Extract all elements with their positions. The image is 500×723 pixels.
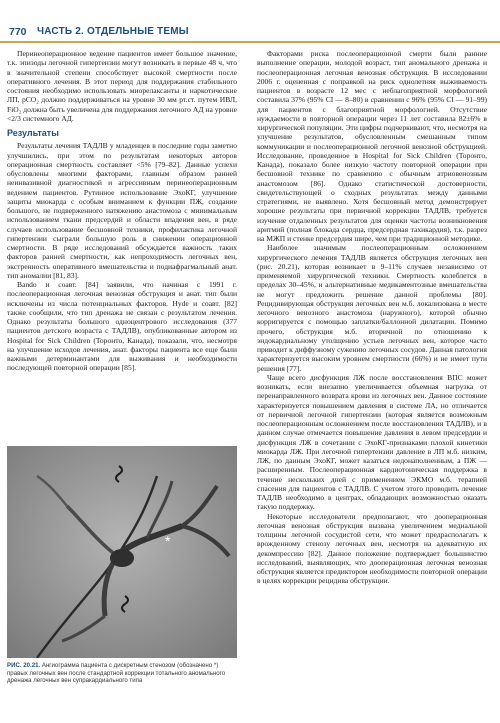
paragraph: Результаты лечения ТАДЛВ у младенцев в последние годы заметно улучшились, при этом по результатам некоторых авторов операционная смертность составляет <5% [79–82]. Данные успехи обусловлены многими факторами, главным образом ранней неинвазивной диагностикой и агрессивным перинеоперационным ведением пациентов. Рутинное использование ЭхоКГ, улучшение защиты миокарда с особым вниманием к функции ПЖ, создание большого, не подверженного натяжению анастомоза с минимальным использованием ткани предсердий и области впадения вен, в ряде случаев использование бесшовной техники, профилактика легочной гипертензии сыграли большую роль в снижении операционной смертности. В ряде исследований обсуждается важность таких факторов ранней смертности, как непроходимость легочных вен, экстренность оперативного вмешательства и подиафрагмальный анат. тип аномалии [81, 83]. — [7, 141, 237, 280]
page-number: 770 — [9, 26, 27, 38]
header-rule — [0, 41, 500, 43]
chapter-title: ЧАСТЬ 2. ОТДЕЛЬНЫЕ ТЕМЫ — [37, 26, 189, 37]
angiogram-image — [7, 446, 237, 658]
paragraph: Bando и соавт. [84] заявили, что начиная с 1991 г. послеоперационная легочная венозная обструкция и анат. тип были исключены из числа потенциальных факторов. Hyde и соавт. [82] также сообщили, что тип дренажа не связан с результатом лечения. Однако результаты большого одноцентрового исследования (377 пациентов детского возраста с ТАДЛВ), опубликованные автором из Hospital for Sick Children (Торонто, Канада), показали, что, несмотря на улучшение исходов лечения, анат. факторы пациента все еще были важными детерминантами для выживания и необходимости последующей повторной операции [85]. — [7, 280, 237, 373]
left-column — [7, 49, 237, 373]
section-title: Результаты — [7, 128, 59, 138]
paragraph: Некоторые исследователи предполагают, что дооперационная легочная венозная обструкция вызвана увеличением медиальной толщины легочной сосудистой сети, что может предрасполагать к врожденному стенозу легочных вен, несмотря на адекватную их декомпрессию [82]. Данное положение подтверждает большинство исследований, выявляющих, что дооперационная легочная венозная обструкция является предиктором необходимости повторной операции в целях коррекции рецидива обструкции. — [257, 511, 487, 586]
paragraph: Перинеоперационное ведение пациентов имеет большое значение, т.к. эпизоды легочной гипертензии могут возникать в первые 48 ч, что в значительной степени способствует высокой смертности после оперативного лечения. В этот период для поддержания стабильного состояния необходимо использовать миорелаксанты и наркотические ЛП, рСО₂ должно поддерживаться на уровне 30 мм рт.ст. путем ИВЛ, FiO₂ должна быть увеличена для поддержания легочного АД на уровне <2/3 системного АД. — [7, 49, 237, 123]
caption-text: Ангиограмма пациента с дискретным стенозом (обозначено *) правых легочных вен после стандартной коррекции тотального аномального дренажа легочных вен супракардиального типа — [7, 662, 226, 685]
caption-label: РИС. 20.21. — [7, 662, 41, 669]
paragraph: Наиболее значимым послеоперационным осложнением хирургического лечения ТАДЛВ является обструкция легочных вен (рис. 20.21), которая возникает в 9–11% случаев независимо от применяемой хирургической техники. Смертность колеблется в пределах 30–45%, и альтернативные медикаментозные вмешательства не могут предложить решение данной проблемы [80]. Рецидивирующая обструкция легочных вен м.б. локализована в месте легочного венозного анастомоза (наружного), которой обычно корригируется с помощью заплатки/баллонной дилатации. Помимо прочего, обструкция м.б. вторичной по отношению к эндокардиальному утолщению устьев легочных вен, которое часто приводит к диффузному сужению легочных сосудов. Данная патология характеризуется высоким уровнем смертности (66%) и не имеет пути решения [77]. — [257, 243, 487, 373]
paragraph: Чаще всего дисфункция ЛЖ после восстановления ВПС может возникать, если внезапно увеличивается объемная нагрузка от перенаправленного возврата крови из легочных вен. Данное состояние характеризуется повышением давления в системе ЛА, но отличается от первичной легочной гипертензии (которая является возможным послеоперационным осложнением после восстановления ТАДЛВ), и в данном случае отмечается повышение давления в левом предсердии и дисфункция ЛЖ в сочетании с ЭхоКГ-признаками плохой кинетики миокарда ЛЖ. При легочной гипертензии давление в ЛП м.б. низким, ЛЖ, по данным ЭхоКГ, может казаться недонаполненным, а ПЖ — расширенным. Послеоперационная кардиотоническая поддержка в течение нескольких дней с применением ЭКМО м.б. терапией спасения для пациентов с ТАДЛВ. С учетом этого проводить лечение ТАДЛВ необходимо в центрах, обладающих возможностью оказать такую поддержку. — [257, 372, 487, 512]
angiogram-figure — [7, 446, 237, 658]
paragraph: Факторами риска послеоперационной смерти были ранние выполнение операции, молодой возраст, тип аномального дренажа и послеоперационная легочная венозная обструкция. В исследовании 2006 г. оцененная с поправкой на риск однолетняя выживаемость пациентов в возрасте 12 мес с неблагоприятной морфологией составила 37% (95% СI — 8–80) в сравнении с 96% (95% СI — 91–99) для пациентов с благоприятной морфологией. Отсутствие нуждаемости в повторной операции через 11 лет составила 82±6% в хирургической популяции. Эти цифры подчеркивают, что, несмотря на улучшение результатов, обусловленным смешанным типом коммуникации и послеоперационной легочной венозной обструкцией. Исследование, проведенное в Hospital for Sick Children (Торонто, Канада), показало более низкую частоту повторной операции при бесшовной технике по сравнению с обычным атриовенозным анастомозом [86]. Однако статистической достоверности, свидетельствующей о сходных результатах между данными стратегиями, не выявлено. Хотя бесшовный метод демонстрирует хорошие результаты при первичной коррекции ТАДЛВ, требуется изучение отдаленных результатов для оценки частоты возникновения аритмий (полная блокада сердца, предсердная тахикардия), т.к. разрез на МЖП и стенке предсердия шире, чем при традиционной методике. — [257, 49, 487, 243]
stenosis-marker: * — [165, 533, 171, 549]
page-header — [0, 0, 500, 38]
right-column — [257, 49, 487, 586]
figure-caption — [7, 662, 237, 685]
